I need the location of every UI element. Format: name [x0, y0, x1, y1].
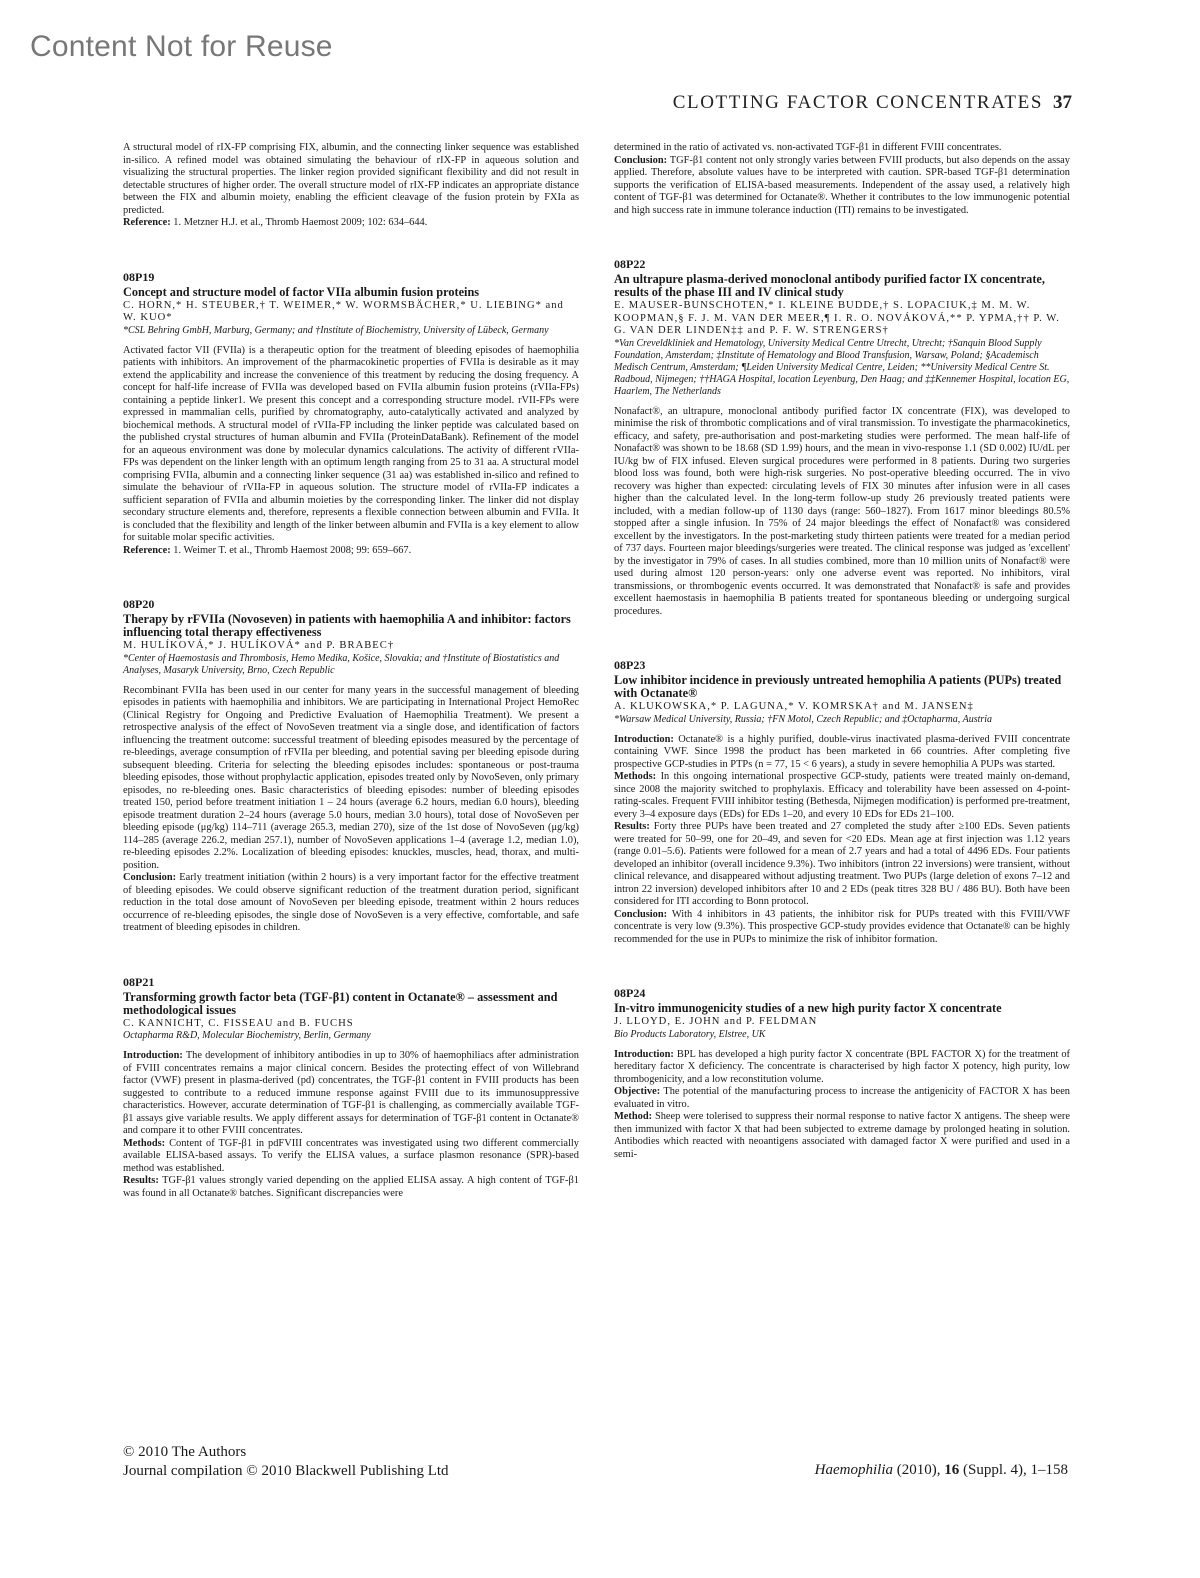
- abstract-continued-left: [123, 142, 579, 230]
- abstract-code: 08P23: [614, 658, 646, 672]
- reference-label: Reference:: [123, 544, 171, 556]
- abstract-08P24: [614, 986, 1070, 1161]
- introduction-label: Introduction:: [614, 1048, 674, 1060]
- left-column: [123, 142, 579, 1200]
- abstract-code: 08P21: [123, 974, 155, 989]
- section-title: CLOTTING FACTOR CONCENTRATES: [672, 92, 1043, 113]
- abstract-affiliation: *Center of Haemostasis and Thrombosis, Hemo Medika, Košice, Slovakia; and †Institute of Biostatistics and Analyses, Masaryk University, Brno, Czech Republic: [123, 652, 560, 676]
- abstract-08P20: [123, 597, 579, 935]
- abstract-authors: J. LLOYD, E. JOHN and P. FELDMAN: [614, 1016, 818, 1027]
- introduction-label: Introduction:: [123, 1050, 183, 1061]
- conclusion: [123, 872, 579, 935]
- reference: [123, 217, 579, 230]
- methods: [614, 771, 1070, 821]
- results-text: TGF-β1 values strongly varied depending on the applied ELISA assay. A high content of TGF-β1 was found in all Octanate® batches. Significant discrepancies were: [123, 1175, 579, 1199]
- abstract-title: In-vitro immunogenicity studies of a new high purity factor X concentrate: [614, 1001, 1002, 1015]
- abstract-title: Low inhibitor incidence in previously untreated hemophilia A patients (PUPs) treated with Octanate®: [614, 673, 1062, 700]
- methods: [123, 1138, 579, 1176]
- copyright-line: © 2010 The Authors: [123, 1444, 247, 1460]
- conclusion: [614, 155, 1070, 218]
- abstract-authors: M. HULÍKOVÁ,* J. HULÍKOVÁ* and P. BRABEC†: [123, 640, 395, 651]
- conclusion: [614, 909, 1070, 947]
- introduction-text: BPL has developed a high purity factor X concentrate (BPL FACTOR X) for the treatment of hereditary factor X deficiency. The concentrate is characterised by high factor X potency, high purity, low thrombogenicity, and a low reconstitution volume.: [614, 1048, 1070, 1085]
- abstract-continued-right: [614, 142, 1070, 217]
- objective-text: The potential of the manufacturing process to increase the antigenicity of FACTOR X has been evaluated in vitro.: [614, 1086, 1071, 1110]
- reference-text: 1. Metzner H.J. et al., Thromb Haemost 2009; 102: 634–644.: [173, 217, 428, 228]
- abstract-code: 08P20: [123, 597, 155, 611]
- journal-supplement: (Suppl. 4), 1–158: [963, 1462, 1068, 1478]
- abstract-affiliation: *Warsaw Medical University, Russia; †FN Motol, Czech Republic; and ‡Octapharma, Austria: [614, 713, 993, 725]
- method-label: Method:: [614, 1111, 653, 1122]
- abstract-code: 08P24: [614, 986, 646, 1000]
- abstract-title: Therapy by rFVIIa (Novoseven) in patients with haemophilia A and inhibitor: factors influencing total therapy effectiveness: [123, 612, 571, 639]
- watermark: Content Not for Reuse: [30, 30, 333, 63]
- journal-year: (2010),: [896, 1462, 941, 1478]
- abstract-title: Concept and structure model of factor VIIa albumin fusion proteins: [123, 284, 480, 299]
- results: [614, 821, 1070, 909]
- conclusion-label: Conclusion:: [614, 908, 668, 920]
- abstract-08P22: [614, 257, 1070, 618]
- abstract-body: Nonafact®, an ultrapure, monoclonal antibody purified factor IX concentrate (FIX), was developed to minimise the risk of thrombotic complications and of viral transmission. To investigate the pharmacokinetics, efficacy, and safety, pre-authorisation and post-marketing studies were performed. The mean half-life of Nonafact® was shown to be 18.68 (SD 1.99) hours, and the mean in vivo-response 1.1 (SD 0.002) IU/dL per IU/kg bw of FIX infused. Eleven surgical procedures were performed in 8 patients. During two surgeries blood loss was found, both were high-risk surgeries. No post-operative bleeding occurred. The in vivo recovery was higher than expected: circulating levels of FIX 30 minutes after infusion were in all cases higher than the calculated level. In the long-term follow-up study 26 previously treated patients were included, with a median follow-up of 1130 days (range: 560–1827). From 1617 minor bleedings 80.5% stopped after a single infusion. In 75% of 24 major bleedings the effect of Nonafact® was considered excellent by the investigators. In the post-marketing study thirteen patients were treated for a median period of 737 days. Fourteen major bleedings/surgeries were treated. The clinical response was judged as 'excellent' by the investigator in 79% of cases. In all studies combined, more than 10 million units of Nonafact® were used during almost 120 person-years: only one adverse event was reported. No inhibitors, viral transmissions, or thrombogenic events occurred. It was demonstrated that Nonafact® is safe and provides excellent haemostasis in haemophilia B patients treated for spontaneous bleeding or undergoing surgical procedures.: [614, 405, 1070, 617]
- methods-label: Methods:: [123, 1137, 166, 1149]
- abstract-affiliation: *Van Creveldkliniek and Hematology, University Medical Centre Utrecht, Utrecht; †Sanquin Blood Supply Foundation, Amsterdam; ‡Institute of Hematology and Blood Transfusion, Warsaw, Poland; §Academisch Medisch Centrum, Amsterdam; ¶Leiden University Medical Centre, Leiden; **University Medical Centre St. Radboud, Nijmegen; ††HAGA Hospital, location Leyenburg, Den Haag; and ‡‡Kennemer Hospital, location EG, Haarlem, The Netherlands: [614, 337, 1070, 397]
- abstract-code: 08P19: [123, 269, 155, 284]
- abstract-body: Activated factor VII (FVIIa) is a therapeutic option for the treatment of bleeding episodes of haemophilia patients with inhibitors. An improvement of the pharmacokinetic properties of FVIIa is desirable as it may extend the applicability and increase the convenience of this treatment by reducing the dosing frequency. A concept for half-life increase of FVIIa was developed based on FVIIa albumin fusion proteins (rVIIa-FPs) containing a peptide linker1. We present this concept and a corresponding structure model. rVII-FPs were expressed in mammalian cells, purified by chromatography, auto-catalytically activated and analyzed by biochemical methods. A structural model of rVIIa-FP including the linker peptide was calculated based on the published crystal structures of human albumin and FVIIa (ProteinDataBank). Refinement of the model for an aqueous environment was done by molecular dynamics calculations. The activity of different rVIIa-FPs was dependent on the linker length with an optimum length ranging from 25 to 31 aa. A structural model comprising FVIIa, albumin and a connecting linker sequence (31 aa) was established in-silico and refined to simulate the behaviour of rVIIa-FP in aqueous solution. The structure model of rVIIa-FP indicates a sufficient separation of FVIIa and albumin moieties by the corresponding linker. The linker did not display secondary structure elements and, therefore, represents a flexible connection between albumin and FVIIa. It is concluded that the flexibility and length of the linker between albumin and FVIIa is a key element to allow for suitable molar specific activities.: [123, 344, 579, 543]
- abstract-authors: A. KLUKOWSKA,* P. LAGUNA,* V. KOMRSKA† and M. JANSEN‡: [614, 701, 974, 712]
- results-text: Forty three PUPs have been treated and 27 completed the study after ≥100 EDs. Seven patients were treated for 50–99, one for 20–49, and seven for <20 EDs. Mean age at first injection was 1.12 years (range 0.01–5.6). Patients were followed for a mean of 2.7 years and had a total of 4496 EDs. Four patients developed an inhibitor (overall incidence 9.3%). Two inhibitors (intron 22 inversions) were transient, without clinical relevance, and disappeared without adjusting treatment. Two PUPs (large deletion of exons 7–12 and intron 22 inversion) developed inhibitors after 10 and 2 EDs (peak titres 328 BU / 486 BU). Both have been considered for ITI according to Bonn protocol.: [614, 821, 1070, 907]
- page-number: 37: [1053, 92, 1072, 113]
- abstract-title: Transforming growth factor beta (TGF-β1) content in Octanate® – assessment and methodological issues: [123, 989, 558, 1017]
- results-label: Results:: [123, 1175, 159, 1186]
- conclusion-text: TGF-β1 content not only strongly varies between FVIII products, but also depends on the assay applied. Therefore, absolute values have to be interpreted with caution. SPR-based TGF-β1 determination supports the verification of ELISA-based measurements. Independent of the assay used, a relatively high content of TGF-β1 was determined for Octanate®. Whether it contributes to the low immunogenic potential and high success rate in immune tolerance induction (ITI) remains to be investigated.: [614, 154, 1070, 216]
- introduction-text: Octanate® is a highly purified, double-virus inactivated plasma-derived FVIII concentrate containing VWF. Since 1998 the product has been marketed in 66 countries. After completing five prospective GCP-studies in PTPs (n = 77, 15 < 6 years), a study in severe hemophilia A PUPs was started.: [614, 733, 1070, 770]
- conclusion-label: Conclusion:: [614, 154, 668, 166]
- journal-compilation-line: Journal compilation © 2010 Blackwell Publishing Ltd: [123, 1463, 449, 1479]
- abstract-affiliation: Bio Products Laboratory, Elstree, UK: [614, 1028, 766, 1040]
- results-label: Results:: [614, 821, 650, 832]
- methods-text: In this ongoing international prospective GCP-study, patients were treated mainly on-demand, since 2008 the majority switched to prophylaxis. Efficacy and tolerability have been assessed on 4-point-rating-scales. Frequent FVIII inhibitor testing (Bethesda, Nijmegen modification) is performed pre-treatment, every 3–4 exposure days (EDs) for EDs 1–20, and every 10 EDs for EDs 21–100.: [614, 771, 1070, 820]
- objective: [614, 1086, 1070, 1111]
- results: [123, 1175, 579, 1200]
- introduction: [614, 1049, 1070, 1087]
- abstract-code: 08P22: [614, 257, 646, 271]
- footer-citation: [815, 1462, 1068, 1479]
- abstract-authors: C. KANNICHT, C. FISSEAU and B. FUCHS: [123, 1017, 354, 1029]
- reference-label: Reference:: [123, 217, 171, 228]
- reference: [123, 545, 579, 558]
- introduction: [614, 734, 1070, 772]
- objective-label: Objective:: [614, 1086, 661, 1097]
- conclusion-label: Conclusion:: [123, 872, 177, 883]
- abstract-text: A structural model of rIX-FP comprising FIX, albumin, and the connecting linker sequence was established in-silico. A refined model was obtained simulating the behaviour of rIX-FP in aqueous solution and visualizing the structural properties. The linker region provided significant flexibility and did not result in detectable structures of higher order. The overall structure model of rIX-FP indicates an appropriate distance between the FIX and albumin moiety, enabling the efficient cleavage of the fusion protein by FXIa as predicted.: [123, 142, 579, 216]
- abstract-affiliation: *CSL Behring GmbH, Marburg, Germany; and †Institute of Biochemistry, University of Lübeck, Germany: [123, 324, 549, 336]
- abstract-authors: E. MAUSER-BUNSCHOTEN,* I. KLEINE BUDDE,† S. LOPACIUK,‡ M. M. W. KOOPMAN,§ F. J. M. VAN DER MEER,¶ I. R. O. NOVÁKOVÁ,** P. YPMA,†† P. W. G. VAN DER LINDEN‡‡ and P. F. W. STRENGERS†: [614, 300, 1060, 336]
- abstract-08P21: [123, 975, 579, 1201]
- abstract-08P23: [614, 658, 1070, 946]
- abstract-authors: C. HORN,* H. STEUBER,† T. WEIMER,* W. WORMSBÄCHER,* U. LIEBING* and W. KUO*: [123, 299, 564, 323]
- journal-name: Haemophilia: [814, 1462, 893, 1478]
- reference-text: 1. Weimer T. et al., Thromb Haemost 2008; 99: 659–667.: [173, 544, 412, 556]
- abstract-08P19: [123, 270, 579, 558]
- method: [614, 1111, 1070, 1161]
- conclusion-text: With 4 inhibitors in 43 patients, the inhibitor risk for PUPs treated with this FVIII/VWF concentrate is very low (9.3%). This prospective GCP-study provides evidence that Octanate® can be highly recommended for the use in PUPs to minimize the risk of inhibitor formation.: [614, 908, 1070, 945]
- introduction: [123, 1050, 579, 1138]
- abstract-title: An ultrapure plasma-derived monoclonal antibody purified factor IX concentrate, results of the phase III and IV clinical study: [614, 272, 1045, 299]
- conclusion-text: Early treatment initiation (within 2 hours) is a very important factor for the effective treatment of bleeding episodes. We could observe significant reduction of the treatment duration period, significant reduction in the total dose amount of NovoSeven per bleeding episode, treatment within 2 hours reduces occurrence of re-bleeding episodes, the single dose of NovoSeven is a very effective, comfortable, and safe treatment of bleeding episodes in children.: [123, 872, 579, 933]
- right-column: [614, 142, 1070, 1161]
- footer-copyright: [123, 1443, 449, 1481]
- running-head: [673, 92, 1072, 114]
- methods-text: Content of TGF-β1 in pdFVIII concentrates was investigated using two different commercially available ELISA-based assays. To verify the ELISA values, a surface plasmon resonance (SPR)-based method was established.: [123, 1137, 579, 1174]
- abstract-affiliation: Octapharma R&D, Molecular Biochemistry, Berlin, Germany: [123, 1030, 371, 1041]
- introduction-label: Introduction:: [614, 733, 674, 745]
- abstract-body: Recombinant FVIIa has been used in our center for many years in the successful management of bleeding episodes in patients with haemophilia and inhibitors. We are participating in International Project HemoRec (Clinical Registry for Ongoing and Predictive Evaluation of Haemophilia Treatment). We present a retrospective analysis of the effect of NovoSeven treatment via a single dose, and identification of factors influencing the treatment outcome: successful treatment of bleeding episodes measured by the percentage of re-bleedings, average consumption of rFVIIa per bleeding, and potential saving per bleeding episode during subsequent bleeding. Criteria for selecting the bleeding episodes includes: spontaneous or post-trauma bleeding episodes, those without prophylactic application, episodes treated only by NovoSeven, only primary episodes, no re-bleeding ones. Basic characteristics of bleeding episodes: number of bleeding episodes treated 150, period before treatment initiation 1 – 24 hours (average 6.2 hours, median 6.0 hours), bleeding episode treatment duration 2–24 hours (average 5.0 hours, median 3.0 hours), total dose of NovoSeven per bleeding episode (μg/kg) 114–711 (average 265.3, median 270), size of the 1st dose of NovoSeven (μg/kg) 114–285 (average 226.2, median 257.1), number of NovoSeven applications 1–4 (average 1.2, median 1.0), re-bleeding episodes 2.2%. Localization of bleeding episodes: knuckles, muscles, head, thorax, and multi-position.: [123, 684, 579, 871]
- methods-label: Methods:: [614, 771, 657, 782]
- method-text: Sheep were tolerised to suppress their normal response to native factor X antigens. The sheep were then immunized with factor X that had been subjected to extreme damage by prolonged heating in solution. Antibodies which reacted with neoantigens associated with damaged factor X were purified and used in a semi-: [614, 1111, 1070, 1160]
- journal-volume: 16: [944, 1462, 960, 1478]
- abstract-text: determined in the ratio of activated vs. non-activated TGF-β1 in different FVIII concentrates.: [614, 142, 1002, 153]
- introduction-text: The development of inhibitory antibodies in up to 30% of haemophiliacs after administration of FVIII concentrates remains a major clinical concern. Besides the protecting effect of von Willebrand factor (VWF) present in plasma-derived (pd) concentrates, the TGF-β1 content in FVIII products has been suggested to contribute to a reduced immune response against FVIII due to its immunosuppressive characteristics. However, accurate determination of TGF-β1 is challenging, as commercially available TGF-β1 assays give variable results. We apply different assays for determination of TGF-β1 content in Octanate® and compare it to other FVIII concentrates.: [123, 1050, 579, 1136]
